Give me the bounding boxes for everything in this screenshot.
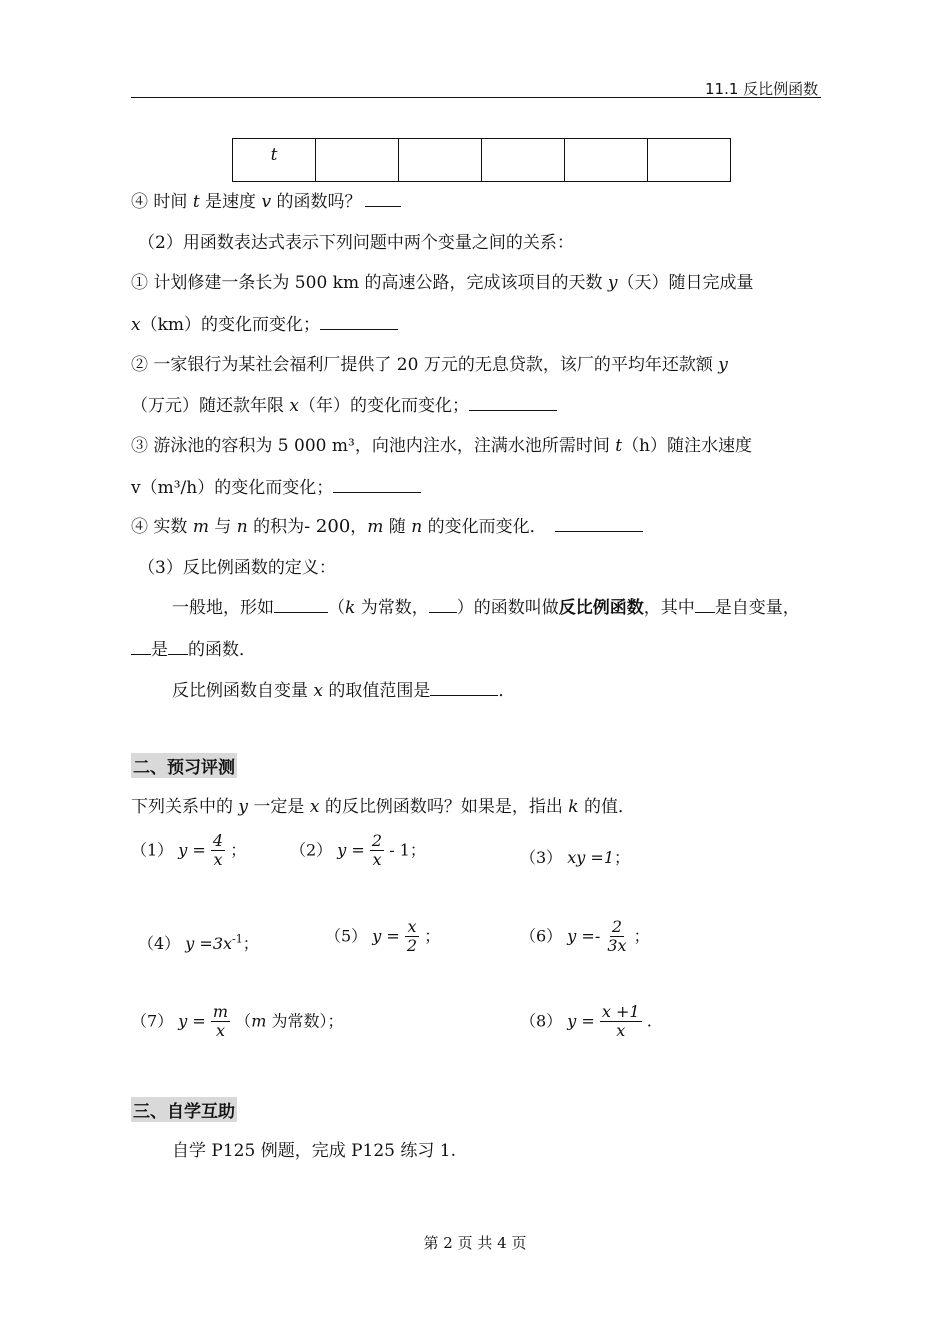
answer-blank[interactable] <box>131 637 151 655</box>
section-title-self-study: 三、自学互助 <box>131 1097 237 1122</box>
fraction: $\frac{2}{3x}$ <box>607 917 627 956</box>
answer-blank[interactable] <box>555 514 643 532</box>
definition-line1: 一般地，形如 （k 为常数， ）的函数叫做反比例函数，其中 是自变量， <box>172 593 800 618</box>
exercise-6: （6） y =- $\frac{2}{3x}$ ； <box>520 917 650 956</box>
fraction: $\frac{4}{x}$ <box>212 831 224 870</box>
exercise-1: （1） y = $\frac{4}{x}$ ； <box>131 831 247 870</box>
question-time-function: ④ 时间 t 是速度 v 的函数吗？ <box>131 187 401 212</box>
table-cell-label: t <box>233 139 316 182</box>
part2-heading: （2）用函数表达式表示下列问题中两个变量之间的关系： <box>138 233 574 253</box>
answer-blank[interactable] <box>365 189 401 207</box>
table-cell <box>482 139 565 182</box>
table-cell <box>399 139 482 182</box>
part3-heading: （3）反比例函数的定义： <box>138 558 336 578</box>
fraction: $\frac{m}{x}$ <box>212 1002 229 1041</box>
value-table <box>232 138 731 182</box>
exercise-5: （5） y = $\frac{x}{2}$ ； <box>325 917 441 956</box>
domain-line: 反比例函数自变量 x 的取值范围是 ． <box>172 676 515 701</box>
answer-blank[interactable] <box>469 393 557 411</box>
running-header: 11.1 反比例函数 <box>705 80 819 98</box>
answer-blank[interactable] <box>274 595 328 613</box>
answer-blank[interactable] <box>168 637 188 655</box>
item2-line1: ② 一家银行为某社会福利厂提供了 20 万元的无息贷款，该厂的平均年还款额 y <box>131 355 728 375</box>
answer-blank[interactable] <box>695 595 715 613</box>
fraction: $\frac{2}{x}$ <box>371 831 383 870</box>
item3-line2: v（m³/h）的变化而变化； <box>131 473 421 498</box>
answer-blank[interactable] <box>429 595 457 613</box>
fraction: $\frac{x}{2}$ <box>406 917 418 956</box>
item1-line2: x（km）的变化而变化； <box>131 310 398 335</box>
table-row <box>233 139 731 182</box>
item4-line: ④ 实数 m 与 n 的积为- 200，m 随 n 的变化而变化． <box>131 512 643 537</box>
answer-blank[interactable] <box>333 475 421 493</box>
exercise-2: （2） y = $\frac{2}{x}$ - 1； <box>290 831 426 870</box>
exercise-7: （7） y = $\frac{m}{x}$ （m 为常数）； <box>131 1002 344 1041</box>
section-title-preview: 二、预习评测 <box>131 753 237 778</box>
table-cell <box>565 139 648 182</box>
page-footer: 第 2 页 共 4 页 <box>423 1234 527 1252</box>
item3-line1: ③ 游泳池的容积为 5 000 m³，向池内注水，注满水池所需时间 t（h）随注水速度 <box>131 436 753 456</box>
item1-line1: ① 计划修建一条长为 500 km 的高速公路，完成该项目的天数 y（天）随日完成量 <box>131 273 754 293</box>
exercise-8: （8） y = $\frac{x +1}{x}$ . <box>520 1002 652 1041</box>
exercise-4: （4） $y =3x^{-1}$； <box>138 932 259 953</box>
header-rule <box>131 97 821 98</box>
table-cell <box>648 139 731 182</box>
fraction: $\frac{x +1}{x}$ <box>601 1002 640 1041</box>
answer-blank[interactable] <box>320 312 398 330</box>
exercise-3: （3） xy =1； <box>520 848 631 867</box>
section2-intro: 下列关系中的 y 一定是 x 的反比例函数吗？如果是，指出 k 的值． <box>131 797 635 817</box>
item2-line2: （万元）随还款年限 x（年）的变化而变化； <box>131 391 557 416</box>
answer-blank[interactable] <box>430 678 498 696</box>
self-study-text: 自学 P125 例题，完成 P125 练习 1. <box>172 1141 457 1161</box>
table-cell <box>316 139 399 182</box>
definition-line2: 是 的函数． <box>131 635 256 660</box>
